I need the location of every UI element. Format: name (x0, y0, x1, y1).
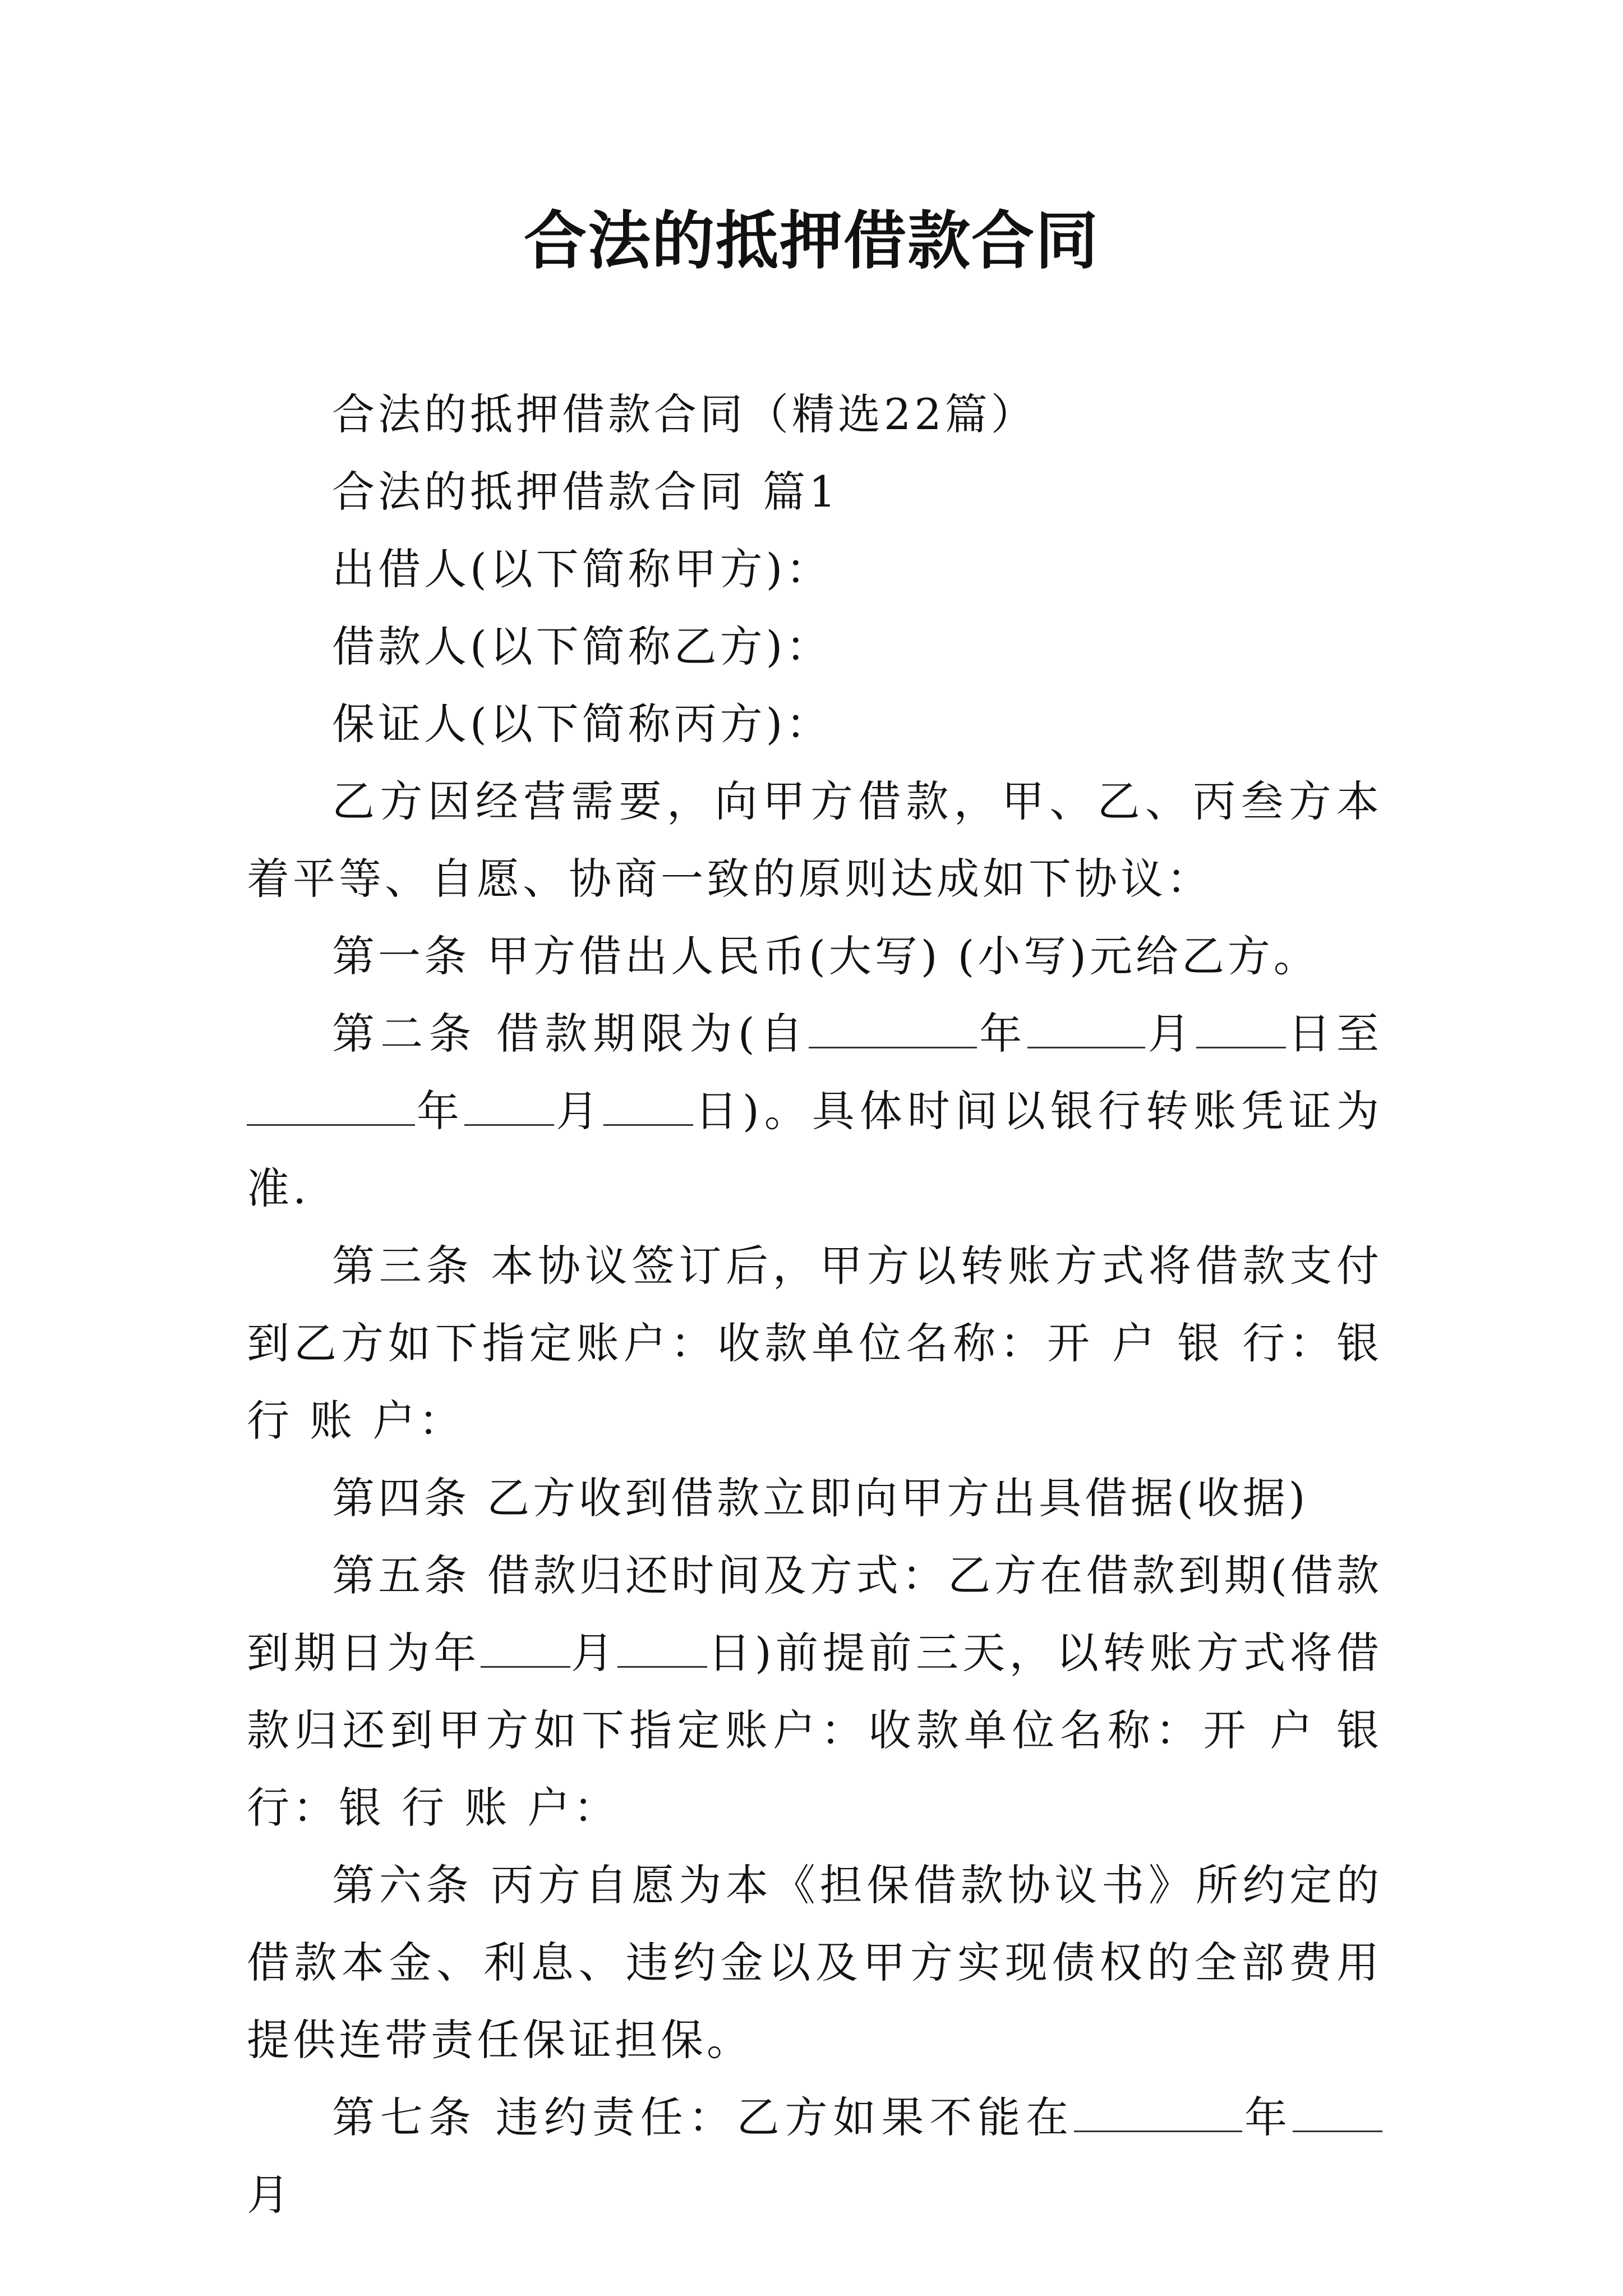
intro-paragraph: 乙方因经营需要，向甲方借款，甲、乙、丙叁方本着平等、自愿、协商一致的原则达成如下协议： (247, 776, 1382, 904)
end-month-label: 月 (554, 1086, 604, 1136)
deadline-month-label: 月 (247, 2170, 293, 2220)
end-year-label: 年 (415, 1086, 465, 1136)
end-day-label: 日)。具体时间以银行转账凭证为准. (247, 1086, 1383, 1213)
article-3: 第三条 本协议签订后，甲方以转账方式将借款支付到乙方如下指定账户：收款单位名称：开 户 银 行：银 行 账 户： (247, 1241, 1382, 1446)
article-6: 第六条 丙方自愿为本《担保借款协议书》所约定的借款本金、利息、违约金以及甲方实现债权的全部费用提供连带责任保证担保。 (247, 1860, 1382, 2065)
guarantor-line: 保证人(以下简称丙方)： (332, 699, 832, 749)
document-body (247, 376, 1382, 2234)
due-month-label: 月 (570, 1628, 618, 1678)
due-month-blank (481, 1634, 570, 1668)
deadline-month-blank (1293, 2098, 1382, 2132)
borrower-line: 借款人(以下简称乙方)： (332, 622, 832, 671)
end-year-blank (247, 1092, 415, 1126)
end-day-blank (603, 1092, 693, 1126)
article-5-prefix: 第五条 借款归还时间及方式：乙方在借款到期(借款到期日为年 (247, 1550, 1382, 1678)
document-title: 合法的抵押借款合同 (524, 204, 1099, 278)
due-day-blank (617, 1634, 707, 1668)
deadline-year-blank (1074, 2098, 1242, 2132)
article-2-prefix: 第二条 借款期限为(自 (332, 1009, 809, 1059)
start-month-blank (1027, 1014, 1145, 1048)
article-7-prefix: 第七条 违约责任：乙方如果不能在 (332, 2092, 1075, 2142)
article-7 (247, 2079, 1382, 2234)
article-2 (247, 995, 1382, 1227)
article-4: 第四条 乙方收到借款立即向甲方出具借据(收据) (332, 1473, 1309, 1523)
start-day-blank (1196, 1014, 1286, 1048)
start-year-label: 年 (976, 1009, 1028, 1059)
lender-line: 出借人(以下简称甲方)： (332, 544, 832, 594)
article-5-suffix: 日)前提前三天，以转账方式将借款归还到甲方如下指定账户：收款单位名称：开 户 银 行：银 行 账 户： (247, 1628, 1383, 1833)
end-month-blank (464, 1092, 554, 1126)
section-heading: 合法的抵押借款合同 篇1 (332, 467, 840, 517)
subtitle: 合法的抵押借款合同（精选22篇） (332, 389, 1037, 439)
start-month-label: 月 (1145, 1009, 1196, 1059)
article-5 (247, 1537, 1382, 1847)
deadline-year-label: 年 (1242, 2092, 1293, 2142)
start-year-blank (809, 1014, 977, 1048)
start-day-label: 日至 (1285, 1009, 1382, 1059)
article-1: 第一条 甲方借出人民币(大写) (小写)元给乙方。 (332, 931, 1320, 981)
